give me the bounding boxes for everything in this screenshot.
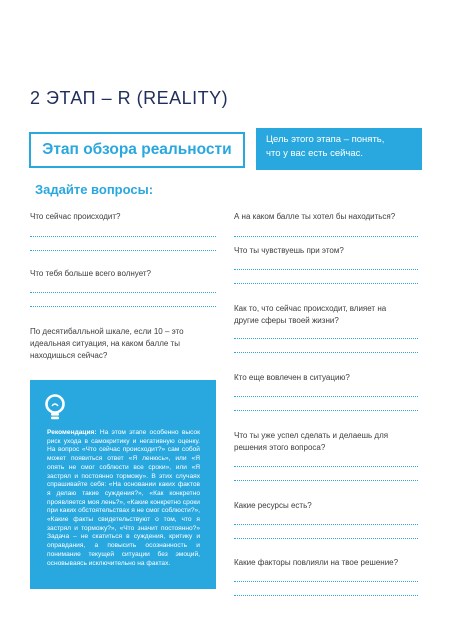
page-title: 2 ЭТАП – R (REALITY) — [30, 88, 229, 108]
goal-line-1: Цель этого этапа – понять, — [266, 134, 385, 145]
question-right-5 — [234, 430, 388, 454]
question-text-line-2: другие сферы твоей жизни? — [234, 316, 339, 325]
ask-questions-heading: Задайте вопросы: — [35, 182, 154, 197]
answer-line[interactable] — [234, 466, 418, 467]
recommendation-body: На этом этапе особенно высок риск ухода в самокритику и негативную оценку. На вопрос «Что сейчас происходит?» сам собой может появиться ответ «Я ленюсь», или «Я опять не смог соблюсти все сроки», или «Я застрял и постоянно торможу». В этих случаях спрашивайте себя: «На основании каких фактов я делаю такие суждения?», «Как конкретно проявляется моя лень?», «Какие конкретно сроки при каких обстоятельствах я не смог соблюсти?», «Какие факты свидетельствуют о том, что я застрял и торможу?», «Что значит постоянно?» Задача – не скатиться в суждения, критику и оправдания, а повысить осознанность и понимание текущей ситуации без эмоций, основываясь исключительно на фактах. — [47, 429, 200, 567]
answer-line[interactable] — [234, 396, 418, 397]
question-right-2 — [234, 245, 344, 257]
question-text: Что тебя больше всего волнует? — [30, 269, 152, 278]
recommendation-label: Рекомендация: — [47, 429, 97, 436]
answer-line[interactable] — [234, 595, 418, 596]
question-right-1 — [234, 211, 395, 223]
question-text-line-3: находишься сейчас? — [30, 351, 108, 360]
question-text: Какие ресурсы есть? — [234, 501, 312, 510]
answer-line[interactable] — [30, 236, 216, 237]
answer-line[interactable] — [234, 283, 418, 284]
answer-line[interactable] — [30, 292, 216, 293]
answer-line[interactable] — [234, 524, 418, 525]
lightbulb-icon — [44, 394, 66, 422]
question-text-line-1: По десятибалльной шкале, если 10 – это — [30, 327, 184, 336]
answer-line[interactable] — [234, 410, 418, 411]
question-text-line-2: решения этого вопроса? — [234, 443, 326, 452]
answer-line[interactable] — [234, 352, 418, 353]
answer-line[interactable] — [234, 338, 418, 339]
question-left-2 — [30, 268, 151, 280]
answer-line[interactable] — [30, 306, 216, 307]
goal-box — [256, 128, 422, 170]
goal-line-2: что у вас есть сейчас. — [266, 148, 364, 159]
question-right-7 — [234, 557, 398, 569]
question-right-3 — [234, 303, 386, 327]
question-text: Кто еще вовлечен в ситуацию? — [234, 373, 350, 382]
question-right-6 — [234, 500, 312, 512]
answer-line[interactable] — [234, 236, 418, 237]
question-text-line-1: Как то, что сейчас происходит, влияет на — [234, 304, 387, 313]
question-text: Какие факторы повлияли на твое решение? — [234, 558, 399, 567]
question-text: А на каком балле ты хотел бы находиться? — [234, 212, 396, 221]
question-text-line-2: идеальная ситуация, на каком балле ты — [30, 339, 180, 348]
question-text: Что ты чувствуешь при этом? — [234, 246, 344, 255]
question-text: Что сейчас происходит? — [30, 212, 121, 221]
stage-title-box — [29, 132, 245, 168]
answer-line[interactable] — [234, 269, 418, 270]
answer-line[interactable] — [30, 250, 216, 251]
stage-title: Этап обзора реальности — [42, 141, 232, 158]
question-text-line-1: Что ты уже успел сделать и делаешь для — [234, 431, 389, 440]
question-left-3 — [30, 326, 184, 362]
recommendation-text — [47, 429, 200, 568]
answer-line[interactable] — [234, 581, 418, 582]
answer-line[interactable] — [234, 480, 418, 481]
question-left-1 — [30, 211, 120, 223]
answer-line[interactable] — [234, 538, 418, 539]
question-right-4 — [234, 372, 350, 384]
